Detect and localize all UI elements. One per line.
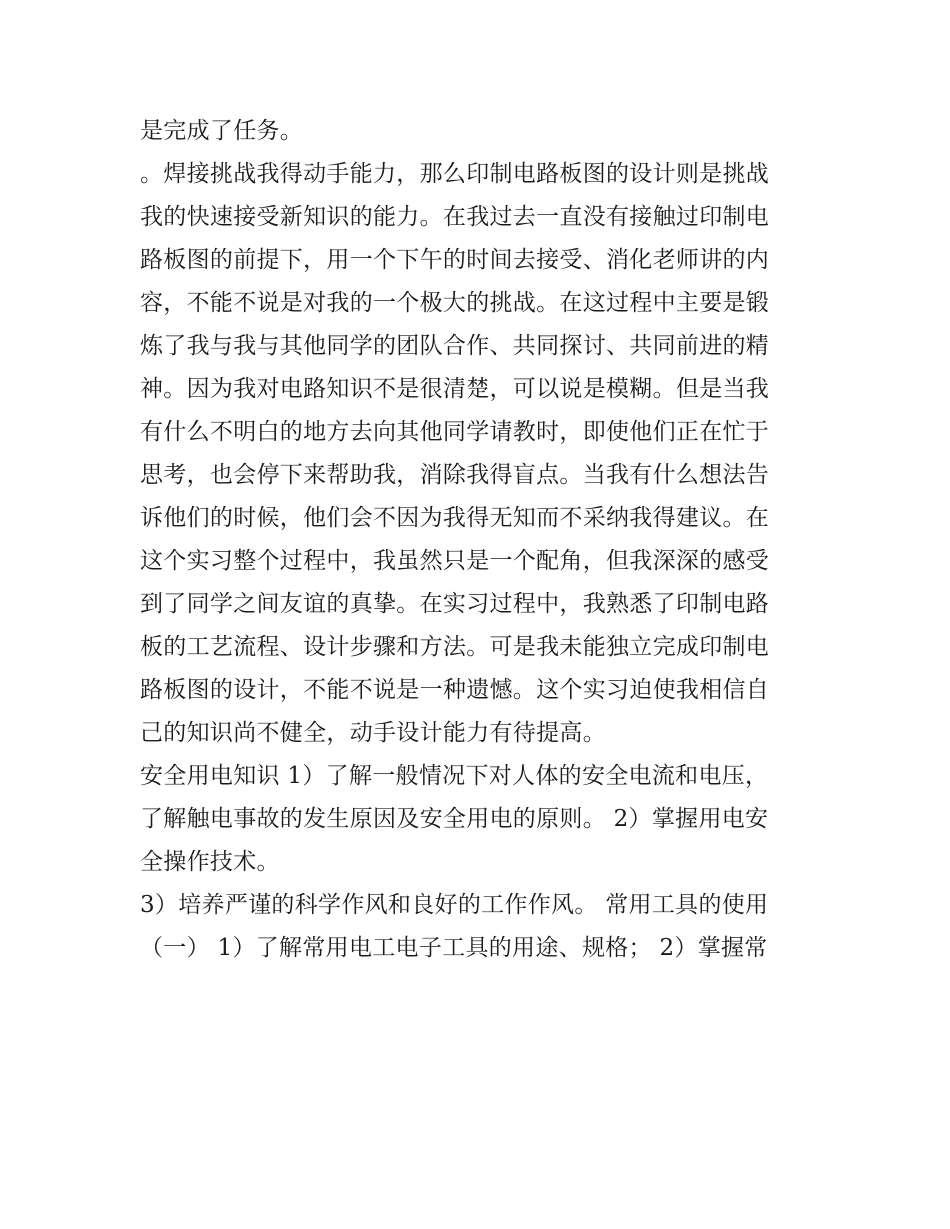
- text-line: 容，不能不说是对我的一个极大的挑战。在这过程中主要是锻: [140, 290, 770, 316]
- text-line: 思考，也会停下来帮助我，消除我得盲点。当我有什么想法告: [140, 462, 770, 488]
- text-line: 路板图的设计，不能不说是一种遗憾。这个实习迫使我相信自: [140, 677, 770, 703]
- body-text: [140, 110, 820, 970]
- text-line: 诉他们的时候，他们会不因为我得无知而不采纳我得建议。在: [140, 505, 770, 531]
- text-line: （一） 1）了解常用电工电子工具的用途、规格； 2）掌握常: [140, 935, 768, 961]
- text-line: 这个实习整个过程中，我虽然只是一个配角，但我深深的感受: [140, 548, 770, 574]
- text-line: 是完成了任务。: [140, 118, 304, 144]
- text-line: 板的工艺流程、设计步骤和方法。可是我未能独立完成印制电: [140, 634, 770, 660]
- text-line: 我的快速接受新知识的能力。在我过去一直没有接触过印制电: [140, 204, 770, 230]
- text-line: 3）培养严谨的科学作风和良好的工作作风。 常用工具的使用: [140, 892, 769, 918]
- text-line: 。焊接挑战我得动手能力，那么印制电路板图的设计则是挑战: [140, 161, 770, 187]
- text-line: 到了同学之间友谊的真挚。在实习过程中，我熟悉了印制电路: [140, 591, 770, 617]
- text-line: 炼了我与我与其他同学的团队合作、共同探讨、共同前进的精: [140, 333, 770, 359]
- text-line: 有什么不明白的地方去向其他同学请教时，即使他们正在忙于: [140, 419, 770, 445]
- text-line: 安全用电知识 1）了解一般情况下对人体的安全电流和电压，: [140, 763, 769, 789]
- text-line: 己的知识尚不健全，动手设计能力有待提高。: [140, 720, 606, 746]
- text-line: 路板图的前提下，用一个下午的时间去接受、消化老师讲的内: [140, 247, 770, 273]
- text-line: 了解触电事故的发生原因及安全用电的原则。 2）掌握用电安: [140, 806, 769, 832]
- text-line: 全操作技术。: [140, 849, 280, 875]
- text-line: 神。因为我对电路知识不是很清楚，可以说是模糊。但是当我: [140, 376, 770, 402]
